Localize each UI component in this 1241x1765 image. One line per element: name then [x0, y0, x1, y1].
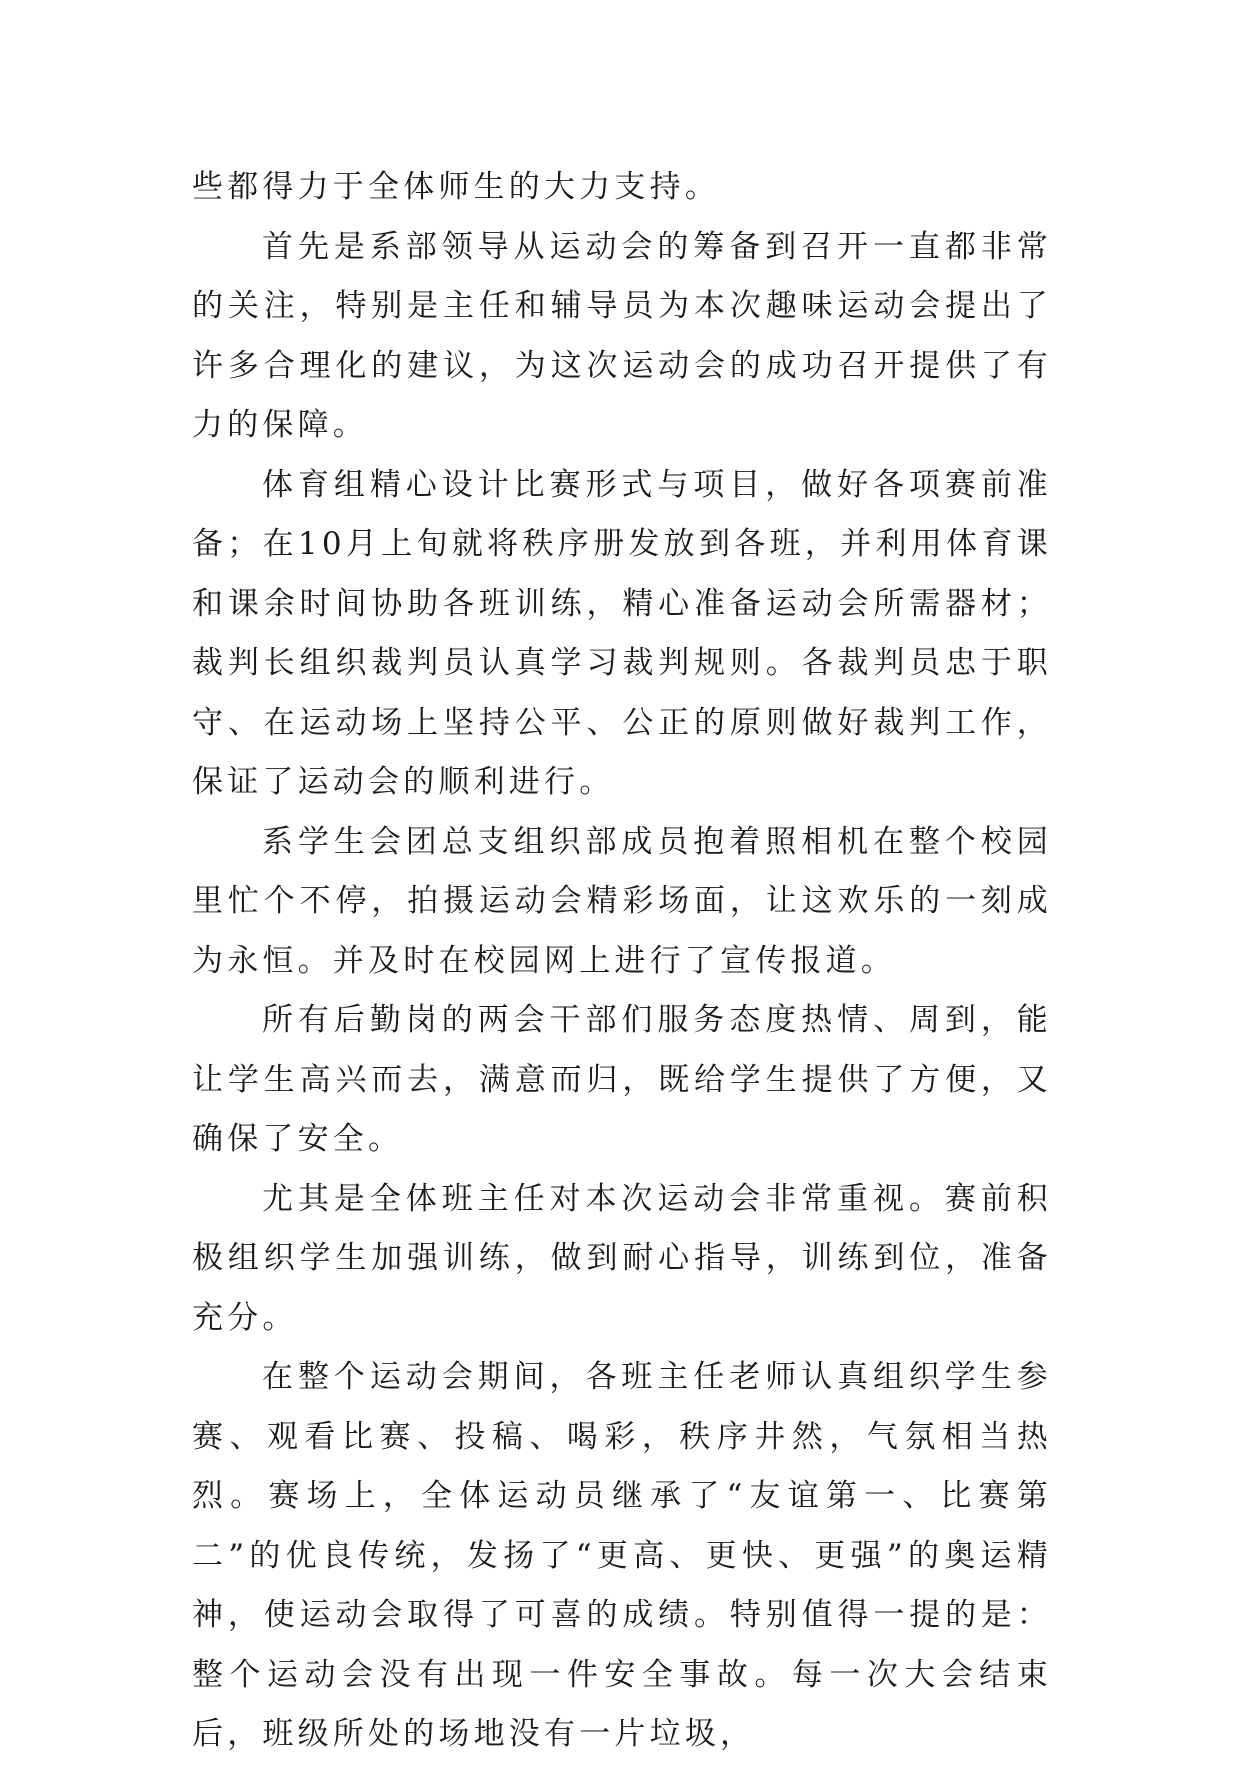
paragraph-2: 首先是系部领导从运动会的筹备到召开一直都非常的关注，特别是主任和辅导员为本次趣味运动会提出了许多合理化的建议，为这次运动会的成功召开提供了有力的保障。 [192, 228, 1052, 443]
paragraph-1: 些都得力于全体师生的大力支持。 [192, 169, 720, 205]
paragraph-6: 尤其是全体班主任对本次运动会非常重视。赛前积极组织学生加强训练，做到耐心指导，训练到位，准备充分。 [192, 1180, 1052, 1336]
paragraph-4: 系学生会团总支组织部成员抱着照相机在整个校园里忙个不停，拍摄运动会精彩场面，让这欢乐的一刻成为永恒。并及时在校园网上进行了宣传报道。 [192, 823, 1052, 979]
document-body [192, 158, 1052, 1765]
paragraph-7: 在整个运动会期间，各班主任老师认真组织学生参赛、观看比赛、投稿、喝彩，秩序井然，气氛相当热烈。赛场上，全体运动员继承了“友谊第一、比赛第二”的优良传统，发扬了“更高、更快、更强”的奥运精神，使运动会取得了可喜的成绩。特别值得一提的是：整个运动会没有出现一件安全事故。每一次大会结束后，班级所处的场地没有一片垃圾， [192, 1359, 1052, 1752]
paragraph-3: 体育组精心设计比赛形式与项目，做好各项赛前准备；在10月上旬就将秩序册发放到各班，并利用体育课和课余时间协助各班训练，精心准备运动会所需器材；裁判长组织裁判员认真学习裁判规则。各裁判员忠于职守、在运动场上坚持公平、公正的原则做好裁判工作，保证了运动会的顺利进行。 [192, 466, 1052, 800]
paragraph-5: 所有后勤岗的两会干部们服务态度热情、周到，能让学生高兴而去，满意而归，既给学生提供了方便，又确保了安全。 [192, 1002, 1052, 1157]
